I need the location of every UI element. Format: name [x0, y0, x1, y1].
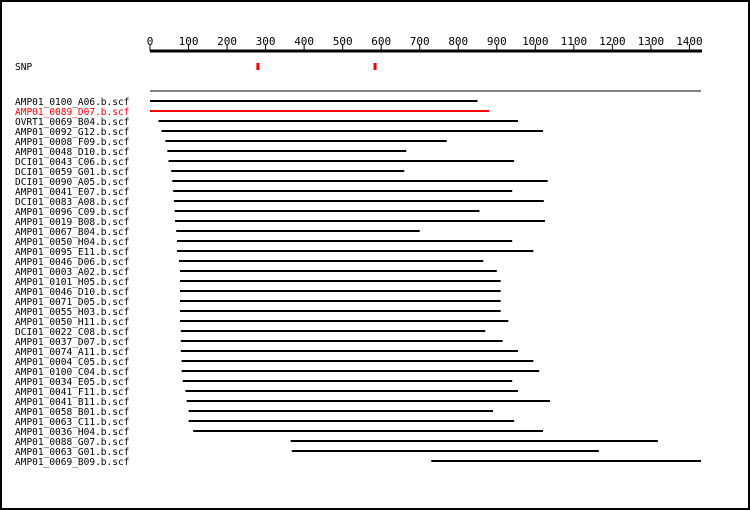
read-name: AMP01_0034_E05.b.scf	[15, 377, 130, 388]
read-name: DCI01_0083_A08.b.scf	[15, 197, 130, 208]
read-name: DCI01_0090_A05.b.scf	[15, 177, 130, 188]
read-name: AMP01_0008_F09.b.scf	[15, 137, 130, 148]
snp-marker	[256, 63, 259, 70]
read-name: AMP01_0050_H11.b.scf	[15, 317, 130, 328]
read-name: AMP01_0050_H04.b.scf	[15, 237, 130, 248]
read-name: AMP01_0101_H05.b.scf	[15, 277, 130, 288]
read-name: DCI01_0022_C08.b.scf	[15, 327, 130, 338]
read-name: AMP01_0041_B11.b.scf	[15, 397, 130, 408]
scale-tick-label: 900	[486, 35, 507, 48]
read-name: AMP01_0100_A06.b.scf	[15, 97, 130, 108]
scale-tick-label: 600	[371, 35, 392, 48]
scale-tick-label: 1300	[637, 35, 665, 48]
read-name: AMP01_0063_C11.b.scf	[15, 417, 130, 428]
scale-tick-label: 0	[146, 35, 154, 48]
read-name: AMP01_0095_E11.b.scf	[15, 247, 130, 258]
read-name: AMP01_0041_E07.b.scf	[15, 187, 130, 198]
read-name: AMP01_0089_D07.b.scf	[15, 107, 130, 118]
read-name: AMP01_0046_D10.b.scf	[15, 287, 130, 298]
read-name: AMP01_0004_C05.b.scf	[15, 357, 130, 368]
read-name: AMP01_0019_B08.b.scf	[15, 217, 130, 228]
read-name: AMP01_0100_C04.b.scf	[15, 367, 130, 378]
read-name: AMP01_0036_H04.b.scf	[15, 427, 130, 438]
read-name: AMP01_0041_F11.b.scf	[15, 387, 130, 398]
read-name: AMP01_0003_A02.b.scf	[15, 267, 130, 278]
scale-tick-label: 700	[409, 35, 430, 48]
read-name: AMP01_0096_C09.b.scf	[15, 207, 130, 218]
read-name: AMP01_0046_D06.b.scf	[15, 257, 130, 268]
read-name: AMP01_0069_B09.b.scf	[15, 457, 130, 468]
snp-marker	[374, 63, 377, 70]
read-name: DCI01_0043_C06.b.scf	[15, 157, 130, 168]
scale-tick-label: 200	[217, 35, 238, 48]
read-name: AMP01_0067_B04.b.scf	[15, 227, 130, 238]
read-name: AMP01_0092_G12.b.scf	[15, 127, 130, 138]
scale-tick-label: 500	[332, 35, 353, 48]
scale-tick-label: 1400	[676, 35, 703, 48]
read-name: AMP01_0063_G01.b.scf	[15, 447, 130, 458]
read-alignment-viewer	[2, 2, 748, 508]
snp-label: SNP	[15, 62, 33, 73]
read-name: OVRT1_0069_B04.b.scf	[15, 117, 130, 128]
scale-tick-label: 400	[294, 35, 315, 48]
read-name: DCI01_0059_G01.b.scf	[15, 167, 130, 178]
read-name: AMP01_0071_D05.b.scf	[15, 297, 130, 308]
read-name: AMP01_0088_G07.b.scf	[15, 437, 130, 448]
read-name: AMP01_0048_D10.b.scf	[15, 147, 130, 158]
scale-tick-label: 1100	[560, 35, 588, 48]
read-name: AMP01_0058_B01.b.scf	[15, 407, 130, 418]
read-name: AMP01_0074_A11.b.scf	[15, 347, 130, 358]
read-name: AMP01_0037_D07.b.scf	[15, 337, 130, 348]
scale-tick-label: 100	[178, 35, 199, 48]
read-name: AMP01_0055_H03.b.scf	[15, 307, 130, 318]
scale-tick-label: 1000	[522, 35, 549, 48]
scale-tick-label: 300	[255, 35, 276, 48]
scale-tick-label: 800	[448, 35, 469, 48]
scale-tick-label: 1200	[599, 35, 626, 48]
